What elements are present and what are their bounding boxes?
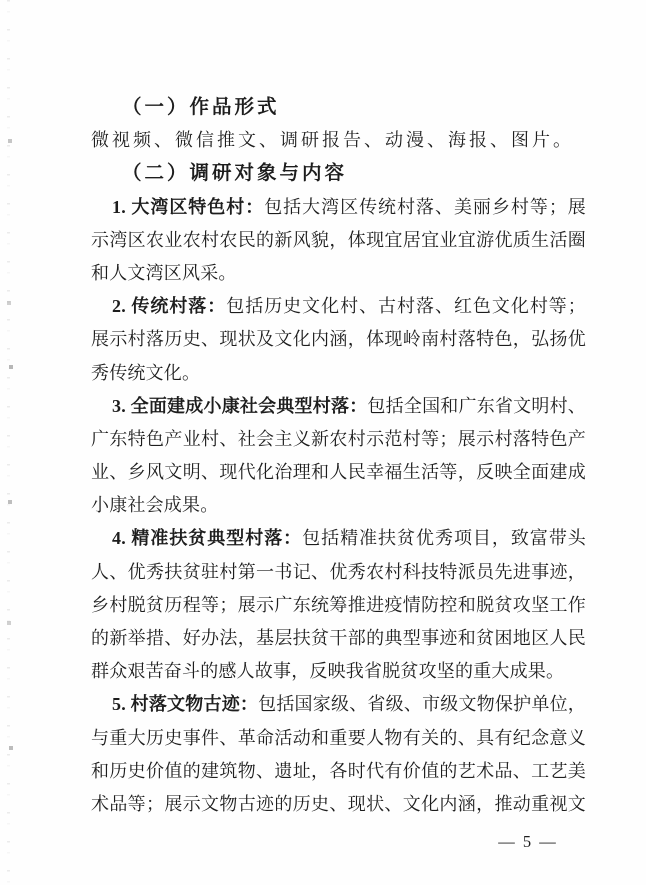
- line-text: 和历史价值的建筑物、遗址，各时代有价值的艺术品、工艺美: [91, 760, 586, 781]
- line-text: （一）作品形式: [122, 97, 280, 118]
- item-lead-term: 4. 精准扶贫典型村落：: [112, 528, 303, 549]
- line-text: 包括全国和广东省文明村、: [367, 395, 586, 416]
- text-line: [91, 257, 586, 290]
- line-text: 微视频、微信推文、调研报告、动漫、海报、图片。: [91, 130, 574, 151]
- text-line: [91, 788, 586, 821]
- line-text: 展示村落历史、现状及文化内涵，体现岭南村落特色，弘扬优: [91, 329, 586, 350]
- section-heading: [91, 157, 586, 190]
- line-text: 的新举措、好办法，基层扶贫干部的典型事迹和贫困地区人民: [91, 628, 586, 648]
- text-line: [91, 357, 586, 390]
- text-line: [91, 688, 586, 721]
- item-lead-term: 5. 村落文物古迹：: [112, 694, 259, 715]
- line-text: 包括国家级、省级、市级文物保护单位，: [258, 694, 586, 715]
- line-text: 和人文湾区风采。: [91, 262, 237, 283]
- line-text: 业、乡风文明、现代化治理和人民幸福生活等，反映全面建成: [91, 462, 586, 483]
- text-line: [91, 489, 586, 522]
- item-lead-term: 2. 传统村落：: [112, 296, 227, 317]
- text-line: [91, 290, 586, 323]
- text-line: [91, 390, 586, 423]
- line-text: 人、优秀扶贫驻村第一书记、优秀农村科技特派员先进事迹，: [91, 561, 586, 582]
- text-line: [91, 323, 586, 356]
- line-text: 包括精准扶贫优秀项目，致富带头: [302, 528, 587, 549]
- item-lead-term: 1. 大湾区特色村：: [112, 196, 265, 217]
- scan-speck-artifacts: [0, 0, 2, 2]
- line-text: 与重大历史事件、革命活动和重要人物有关的、具有纪念意义: [91, 727, 586, 748]
- text-line: [91, 722, 586, 755]
- scan-noise-artifact: [7, 0, 10, 885]
- line-text: （二）调研对象与内容: [122, 163, 348, 185]
- line-text: 包括历史文化村、古村落、红色文化村等；: [226, 296, 586, 317]
- line-text: 秀传统文化。: [91, 362, 201, 383]
- text-line: [91, 456, 586, 489]
- text-line: [91, 124, 586, 157]
- page-number: — 5 —: [498, 832, 558, 851]
- line-text: 广东特色产业村、社会主义新农村示范村等；展示村落特色产: [91, 428, 586, 449]
- line-text: 群众艰苦奋斗的感人故事，反映我省脱贫攻坚的重大成果。: [91, 661, 565, 682]
- line-text: 术品等；展示文物古迹的历史、现状、文化内涵，推动重视文: [91, 793, 586, 814]
- text-line: [91, 622, 586, 655]
- line-text: 包括大湾区传统村落、美丽乡村等；展: [264, 196, 586, 217]
- text-line: [91, 191, 586, 224]
- line-text: 示湾区农业农村农民的新风貌，体现宜居宜业宜游优质生活圈: [91, 229, 586, 250]
- text-line: [91, 589, 586, 622]
- text-line: [91, 655, 586, 688]
- text-line: [91, 522, 586, 555]
- document-body: [91, 91, 586, 821]
- text-line: [91, 755, 586, 788]
- text-line: [91, 224, 586, 257]
- text-line: [91, 423, 586, 456]
- line-text: 乡村脱贫历程等；展示广东统筹推进疫情防控和脱贫攻坚工作: [91, 594, 586, 615]
- line-text: 小康社会成果。: [91, 495, 219, 516]
- section-heading: [91, 91, 586, 124]
- item-lead-term: 3. 全面建成小康社会典型村落：: [112, 395, 368, 416]
- text-line: [91, 556, 586, 589]
